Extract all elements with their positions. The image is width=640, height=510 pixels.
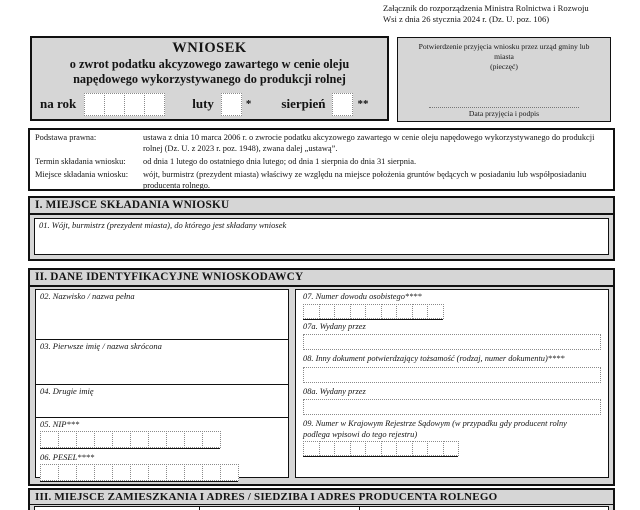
- legal-row-basis: [35, 133, 608, 155]
- attachment-note-line1: Załącznik do rozporządzenia Ministra Rolnictwa i Rozwoju: [383, 3, 589, 13]
- field-01-wojt-burmistrz[interactable]: [34, 218, 609, 255]
- field-05-label: 05. NIP***: [40, 419, 80, 429]
- field-03-pierwsze-imie[interactable]: [36, 340, 288, 385]
- digit-cell[interactable]: [365, 441, 382, 456]
- digit-cell[interactable]: [334, 304, 351, 319]
- deadline-label: Termin składania wniosku:: [35, 156, 126, 166]
- digit-cell[interactable]: [303, 304, 320, 319]
- section-3-heading: III. MIEJSCE ZAMIESZKANIA I ADRES / SIEDZIBA I ADRES PRODUCENTA ROLNEGO: [30, 490, 613, 505]
- digit-cell[interactable]: [58, 464, 77, 481]
- field-08a-label: 08a. Wydany przez: [303, 386, 366, 396]
- digit-cell[interactable]: [76, 464, 95, 481]
- digit-cell[interactable]: [319, 304, 336, 319]
- confirmation-text: [398, 38, 610, 72]
- field-09-label: 09. Numer w Krajowym Rejestrze Sądowym (w przypadku gdy producent rolny podlega wpisowi do tego rejestru): [303, 419, 567, 439]
- field-08-input[interactable]: [303, 367, 601, 383]
- section-3-miejsce-zamieszkania: [28, 488, 615, 510]
- digit-cell[interactable]: [381, 304, 398, 319]
- digit-cell[interactable]: [221, 93, 242, 116]
- digit-cell[interactable]: [166, 464, 185, 481]
- legal-basis-value: ustawa z dnia 10 marca 2006 r. o zwrocie podatku akcyzowego zawartego w cenie oleju napędowego wykorzystywanego do produkcji rolnej (Dz. U. z 2023 r. poz. 1948), zwana dalej „ustawą”.: [143, 133, 595, 153]
- february-label: luty: [192, 96, 214, 112]
- digit-cell[interactable]: [202, 464, 221, 481]
- digit-cell[interactable]: [40, 464, 59, 481]
- digit-cell[interactable]: [412, 441, 429, 456]
- digit-cell[interactable]: [220, 464, 239, 481]
- field-07a-input[interactable]: [303, 334, 601, 350]
- digit-cell[interactable]: [148, 464, 167, 481]
- digit-cell[interactable]: [130, 464, 149, 481]
- digit-cell[interactable]: [396, 304, 413, 319]
- digit-cell[interactable]: [40, 431, 59, 448]
- place-label: Miejsce składania wniosku:: [35, 169, 129, 179]
- digit-cell[interactable]: [144, 93, 165, 116]
- section-3-partial-table-row: [34, 506, 609, 510]
- legal-info-box: [28, 128, 615, 191]
- digit-cell[interactable]: [112, 464, 131, 481]
- august-label: sierpień: [281, 96, 326, 112]
- digit-cell[interactable]: [58, 431, 77, 448]
- digit-cell[interactable]: [166, 431, 185, 448]
- field-03-label: 03. Pierwsze imię / nazwa skrócona: [40, 341, 162, 351]
- attachment-note-line2: Wsi z dnia 26 stycznia 2024 r. (Dz. U. poz. 106): [383, 14, 550, 24]
- confirmation-box: [397, 37, 611, 122]
- digit-cell[interactable]: [112, 431, 131, 448]
- section-2-dane-identyfikacyjne: [28, 268, 615, 486]
- field-06-label: 06. PESEL****: [40, 452, 95, 462]
- legal-row-deadline: [35, 157, 608, 168]
- form-subtitle-line2: napędowego wykorzystywanego do produkcji rolnej: [73, 72, 346, 87]
- february-checkbox: [221, 93, 241, 116]
- signature-dotted-line: [429, 107, 579, 108]
- digit-cell[interactable]: [124, 93, 145, 116]
- deadline-value: od dnia 1 lutego do ostatniego dnia lutego; od dnia 1 sierpnia do dnia 31 sierpnia.: [143, 156, 417, 166]
- digit-cell[interactable]: [94, 464, 113, 481]
- field-04-drugie-imie[interactable]: [36, 385, 288, 418]
- field-06-pesel-cells: [40, 464, 238, 482]
- digit-cell[interactable]: [365, 304, 382, 319]
- digit-cell[interactable]: [427, 441, 444, 456]
- field-01-label: 01. Wójt, burmistrz (prezydent miasta), do którego jest składany wniosek: [39, 220, 287, 230]
- digit-cell[interactable]: [303, 441, 320, 456]
- section-1-miejsce-skladania: [28, 196, 615, 261]
- field-04-label: 04. Drugie imię: [40, 386, 94, 396]
- section-2-body: [30, 287, 613, 483]
- digit-cell[interactable]: [350, 441, 367, 456]
- attachment-note: [383, 3, 635, 25]
- place-value: wójt, burmistrz (prezydent miasta) właściwy ze względu na miejsce położenia gruntów będących w posiadaniu lub współposiadaniu producenta rolnego.: [143, 169, 587, 190]
- digit-cell[interactable]: [148, 431, 167, 448]
- section-2-left-column: [35, 289, 289, 478]
- digit-cell[interactable]: [184, 431, 203, 448]
- field-07a-label: 07a. Wydany przez: [303, 321, 366, 331]
- form-title: WNIOSEK: [172, 40, 247, 56]
- section-1-heading: I. MIEJSCE SKŁADANIA WNIOSKU: [30, 198, 613, 215]
- field-08-label: 08. Inny dokument potwierdzający tożsamość (rodzaj, numer dokumentu)****: [303, 354, 565, 363]
- confirmation-footer-label: Data przyjęcia i podpis: [468, 109, 540, 118]
- field-07-label: 07. Numer dowodu osobistego****: [303, 292, 422, 301]
- field-02-nazwisko[interactable]: [36, 290, 288, 340]
- digit-cell[interactable]: [334, 441, 351, 456]
- digit-cell[interactable]: [332, 93, 353, 116]
- form-subtitle-line1: o zwrot podatku akcyzowego zawartego w cenie oleju: [69, 57, 350, 71]
- digit-cell[interactable]: [412, 304, 429, 319]
- digit-cell[interactable]: [319, 441, 336, 456]
- digit-cell[interactable]: [184, 464, 203, 481]
- field-09-krs-cells: [303, 441, 458, 457]
- field-05-nip-cells: [40, 431, 220, 449]
- digit-cell[interactable]: [381, 441, 398, 456]
- field-07-id-cells: [303, 304, 443, 320]
- section-2-heading: II. DANE IDENTYFIKACYJNE WNIOSKODAWCY: [30, 270, 613, 287]
- legal-basis-label: Podstawa prawna:: [35, 133, 97, 142]
- confirmation-line2: (pieczęć): [490, 61, 518, 71]
- digit-cell[interactable]: [94, 431, 113, 448]
- digit-cell[interactable]: [104, 93, 125, 116]
- section-2-right-column: [295, 289, 609, 478]
- august-checkbox: [332, 93, 352, 116]
- february-footnote-mark: *: [245, 98, 252, 111]
- period-row: [32, 88, 387, 116]
- confirmation-signature-area: [398, 107, 610, 118]
- year-label: na rok: [40, 96, 77, 112]
- field-02-label: 02. Nazwisko / nazwa pełna: [40, 291, 135, 301]
- digit-cell[interactable]: [76, 431, 95, 448]
- year-input-cells: [84, 93, 164, 116]
- digit-cell[interactable]: [130, 431, 149, 448]
- legal-row-place: [35, 170, 608, 192]
- field-08a-input[interactable]: [303, 399, 601, 415]
- confirmation-line1: Potwierdzenie przyjęcia wniosku przez urząd gminy lub miasta: [418, 42, 590, 61]
- field-05-06-group: [36, 418, 288, 482]
- digit-cell[interactable]: [427, 304, 444, 319]
- digit-cell[interactable]: [84, 93, 105, 116]
- august-footnote-mark: **: [357, 98, 369, 111]
- digit-cell[interactable]: [396, 441, 413, 456]
- digit-cell[interactable]: [202, 431, 221, 448]
- digit-cell[interactable]: [350, 304, 367, 319]
- title-box: [30, 36, 389, 121]
- digit-cell[interactable]: [443, 441, 460, 456]
